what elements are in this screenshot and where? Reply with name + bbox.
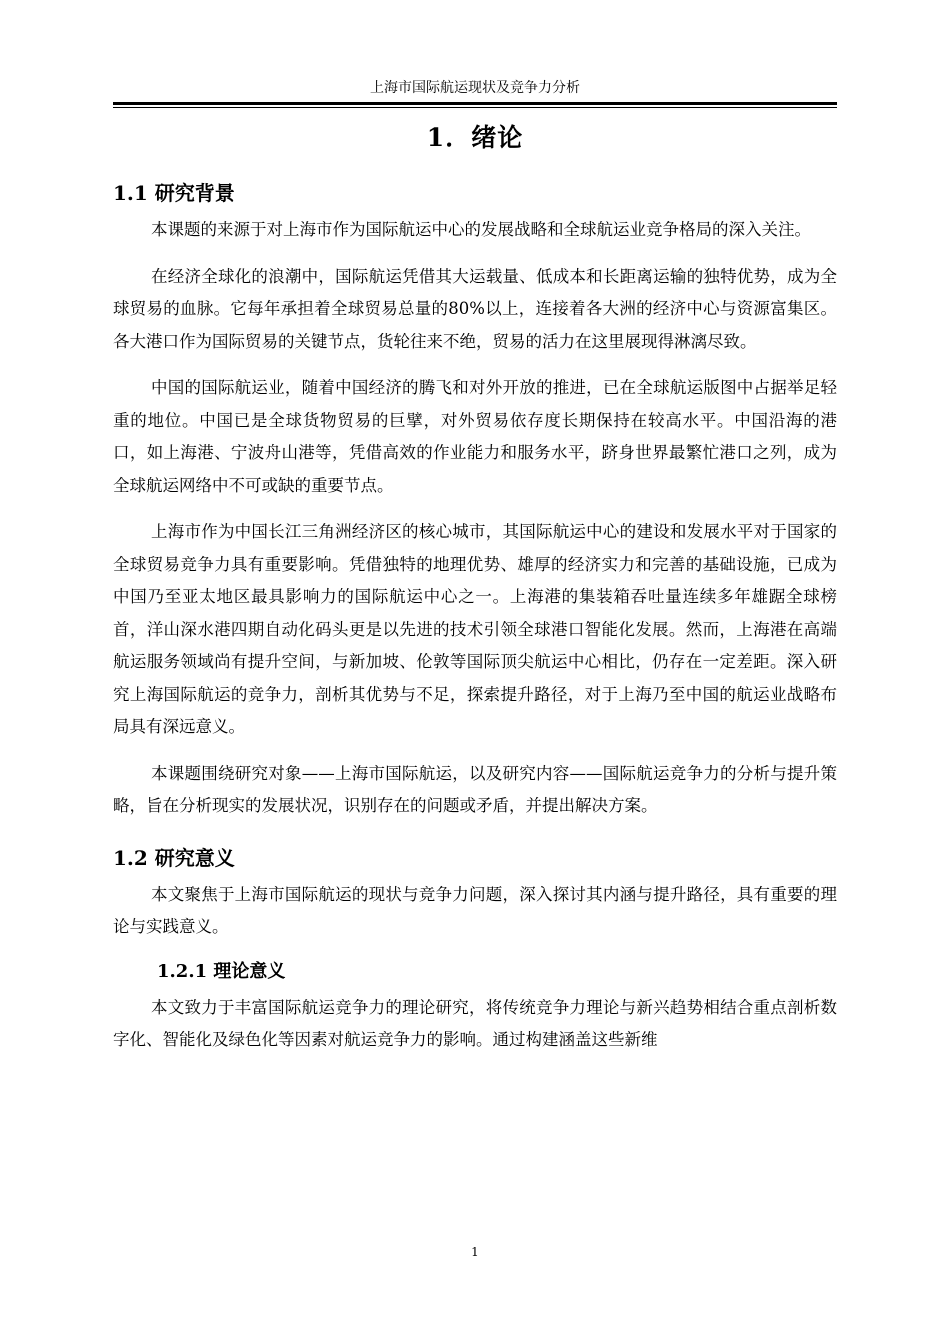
body-content (113, 112, 837, 1071)
paragraph: 本课题围绕研究对象——上海市国际航运，以及研究内容——国际航运竞争力的分析与提升策略，旨在分析现实的发展状况，识别存在的问题或矛盾，并提出解决方案。 (113, 763, 837, 815)
paragraph: 本文致力于丰富国际航运竞争力的理论研究，将传统竞争力理论与新兴趋势相结合重点剖析数字化、智能化及绿色化等因素对航运竞争力的影响。通过构建涵盖这些新维 (113, 997, 837, 1049)
subsection-heading-theoretical-significance: 1.2.1 理论意义 (157, 960, 286, 982)
header-rule-thick (113, 102, 837, 105)
running-header: 上海市国际航运现状及竞争力分析 (370, 80, 580, 96)
paragraph: 本课题的来源于对上海市作为国际航运中心的发展战略和全球航运业竞争格局的深入关注。 (151, 220, 811, 239)
section-heading-research-background: 1.1 研究背景 (113, 181, 235, 205)
section-heading-research-significance: 1.2 研究意义 (113, 845, 235, 870)
paragraph: 上海市作为中国长江三角洲经济区的核心城市，其国际航运中心的建设和发展水平对于国家的全球贸易竞争力具有重要影响。凭借独特的地理优势、雄厚的经济实力和完善的基础设施，已成为中国乃至亚太地区最具影响力的国际航运中心之一。上海港的集装箱吞吐量连续多年雄踞全球榜首，洋山深水港四期自动化码头更是以先进的技术引领全球港口智能化发展。然而，上海港在高端航运服务领域尚有提升空间，与新加坡、伦敦等国际顶尖航运中心相比，仍存在一定差距。深入研究上海国际航运的竞争力，剖析其优势与不足，探索提升路径，对于上海乃至中国的航运业战略布局具有深远意义。 (113, 522, 837, 736)
paragraph: 在经济全球化的浪潮中，国际航运凭借其大运载量、低成本和长距离运输的独特优势，成为全球贸易的血脉。它每年承担着全球贸易总量的80%以上，连接着各大洲的经济中心与资源富集区。各大港口作为国际贸易的关键节点，货轮往来不绝，贸易的活力在这里展现得淋漓尽致。 (113, 266, 837, 351)
paragraph: 本文聚焦于上海市国际航运的现状与竞争力问题，深入探讨其内涵与提升路径，具有重要的理论与实践意义。 (113, 884, 837, 936)
header-rule-thin (113, 107, 837, 108)
paragraph: 中国的国际航运业，随着中国经济的腾飞和对外开放的推进，已在全球航运版图中占据举足轻重的地位。中国已是全球货物贸易的巨擘，对外贸易依存度长期保持在较高水平。中国沿海的港口，如上海港、宁波舟山港等，凭借高效的作业能力和服务水平，跻身世界最繁忙港口之列，成为全球航运网络中不可或缺的重要节点。 (113, 378, 837, 495)
chapter-title: 1．绪论 (426, 123, 524, 152)
page-number: 1 (471, 1245, 479, 1259)
